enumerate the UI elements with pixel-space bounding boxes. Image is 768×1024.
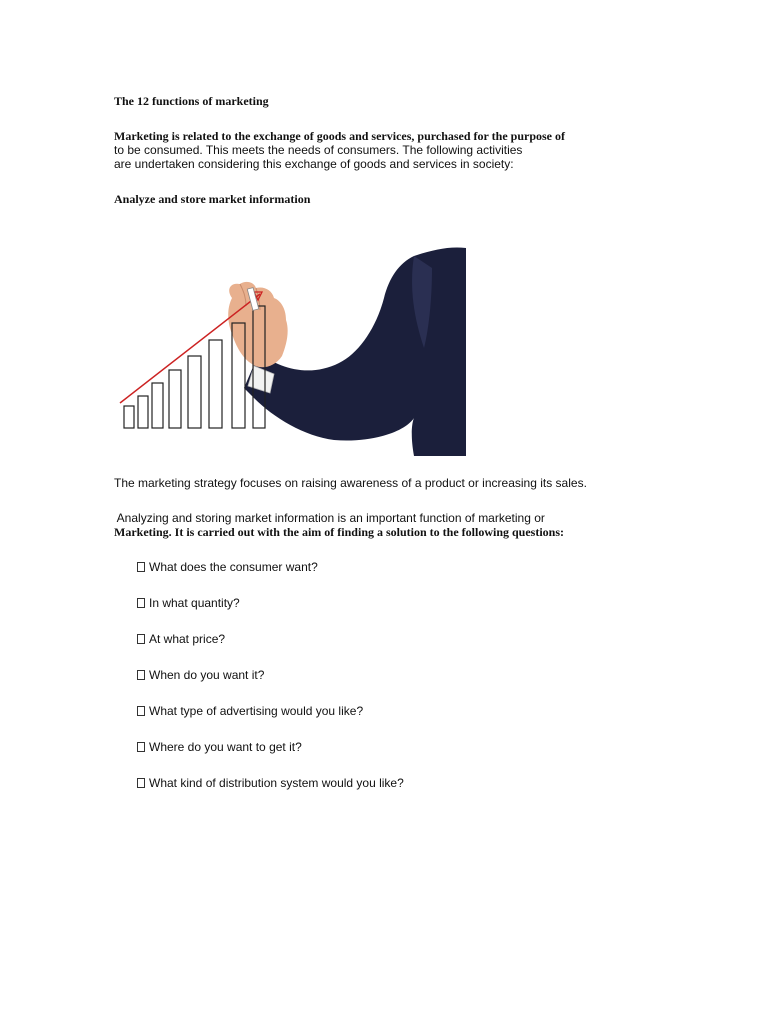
intro-line-2: to be consumed. This meets the needs of consumers. The following activities [114, 143, 523, 157]
question-text: When do you want it? [149, 668, 265, 682]
checkbox-bullet-icon [137, 706, 145, 716]
question-text: What does the consumer want? [149, 560, 318, 574]
list-item [137, 632, 404, 668]
analyze-line-1: Analyzing and storing market information is an important function of marketing or [114, 511, 545, 525]
intro-line-1: Marketing is related to the exchange of goods and services, purchased for the purpose of [114, 129, 565, 143]
question-text: What kind of distribution system would you like? [149, 776, 404, 790]
list-item [137, 668, 404, 704]
question-text: Where do you want to get it? [149, 740, 302, 754]
analyze-line-2: Marketing. It is carried out with the aim of finding a solution to the following questions: [114, 525, 565, 539]
checkbox-bullet-icon [137, 598, 145, 608]
list-item [137, 776, 404, 812]
list-item [137, 560, 404, 596]
checkbox-bullet-icon [137, 634, 145, 644]
checkbox-bullet-icon [137, 670, 145, 680]
list-item [137, 704, 404, 740]
question-text: What type of advertising would you like? [149, 704, 364, 718]
strategy-paragraph: The marketing strategy focuses on raising awareness of a product or increasing its sales. [114, 476, 587, 490]
questions-list [137, 560, 404, 812]
list-item [137, 740, 404, 776]
businessman-chart-illustration [114, 228, 466, 456]
checkbox-bullet-icon [137, 742, 145, 752]
checkbox-bullet-icon [137, 778, 145, 788]
list-item [137, 596, 404, 632]
question-text: At what price? [149, 632, 226, 646]
section-heading: Analyze and store market information [114, 192, 311, 206]
document-title: The 12 functions of marketing [114, 94, 269, 108]
question-text: In what quantity? [149, 596, 240, 610]
checkbox-bullet-icon [137, 562, 145, 572]
intro-line-3: are undertaken considering this exchange of goods and services in society: [114, 157, 514, 171]
